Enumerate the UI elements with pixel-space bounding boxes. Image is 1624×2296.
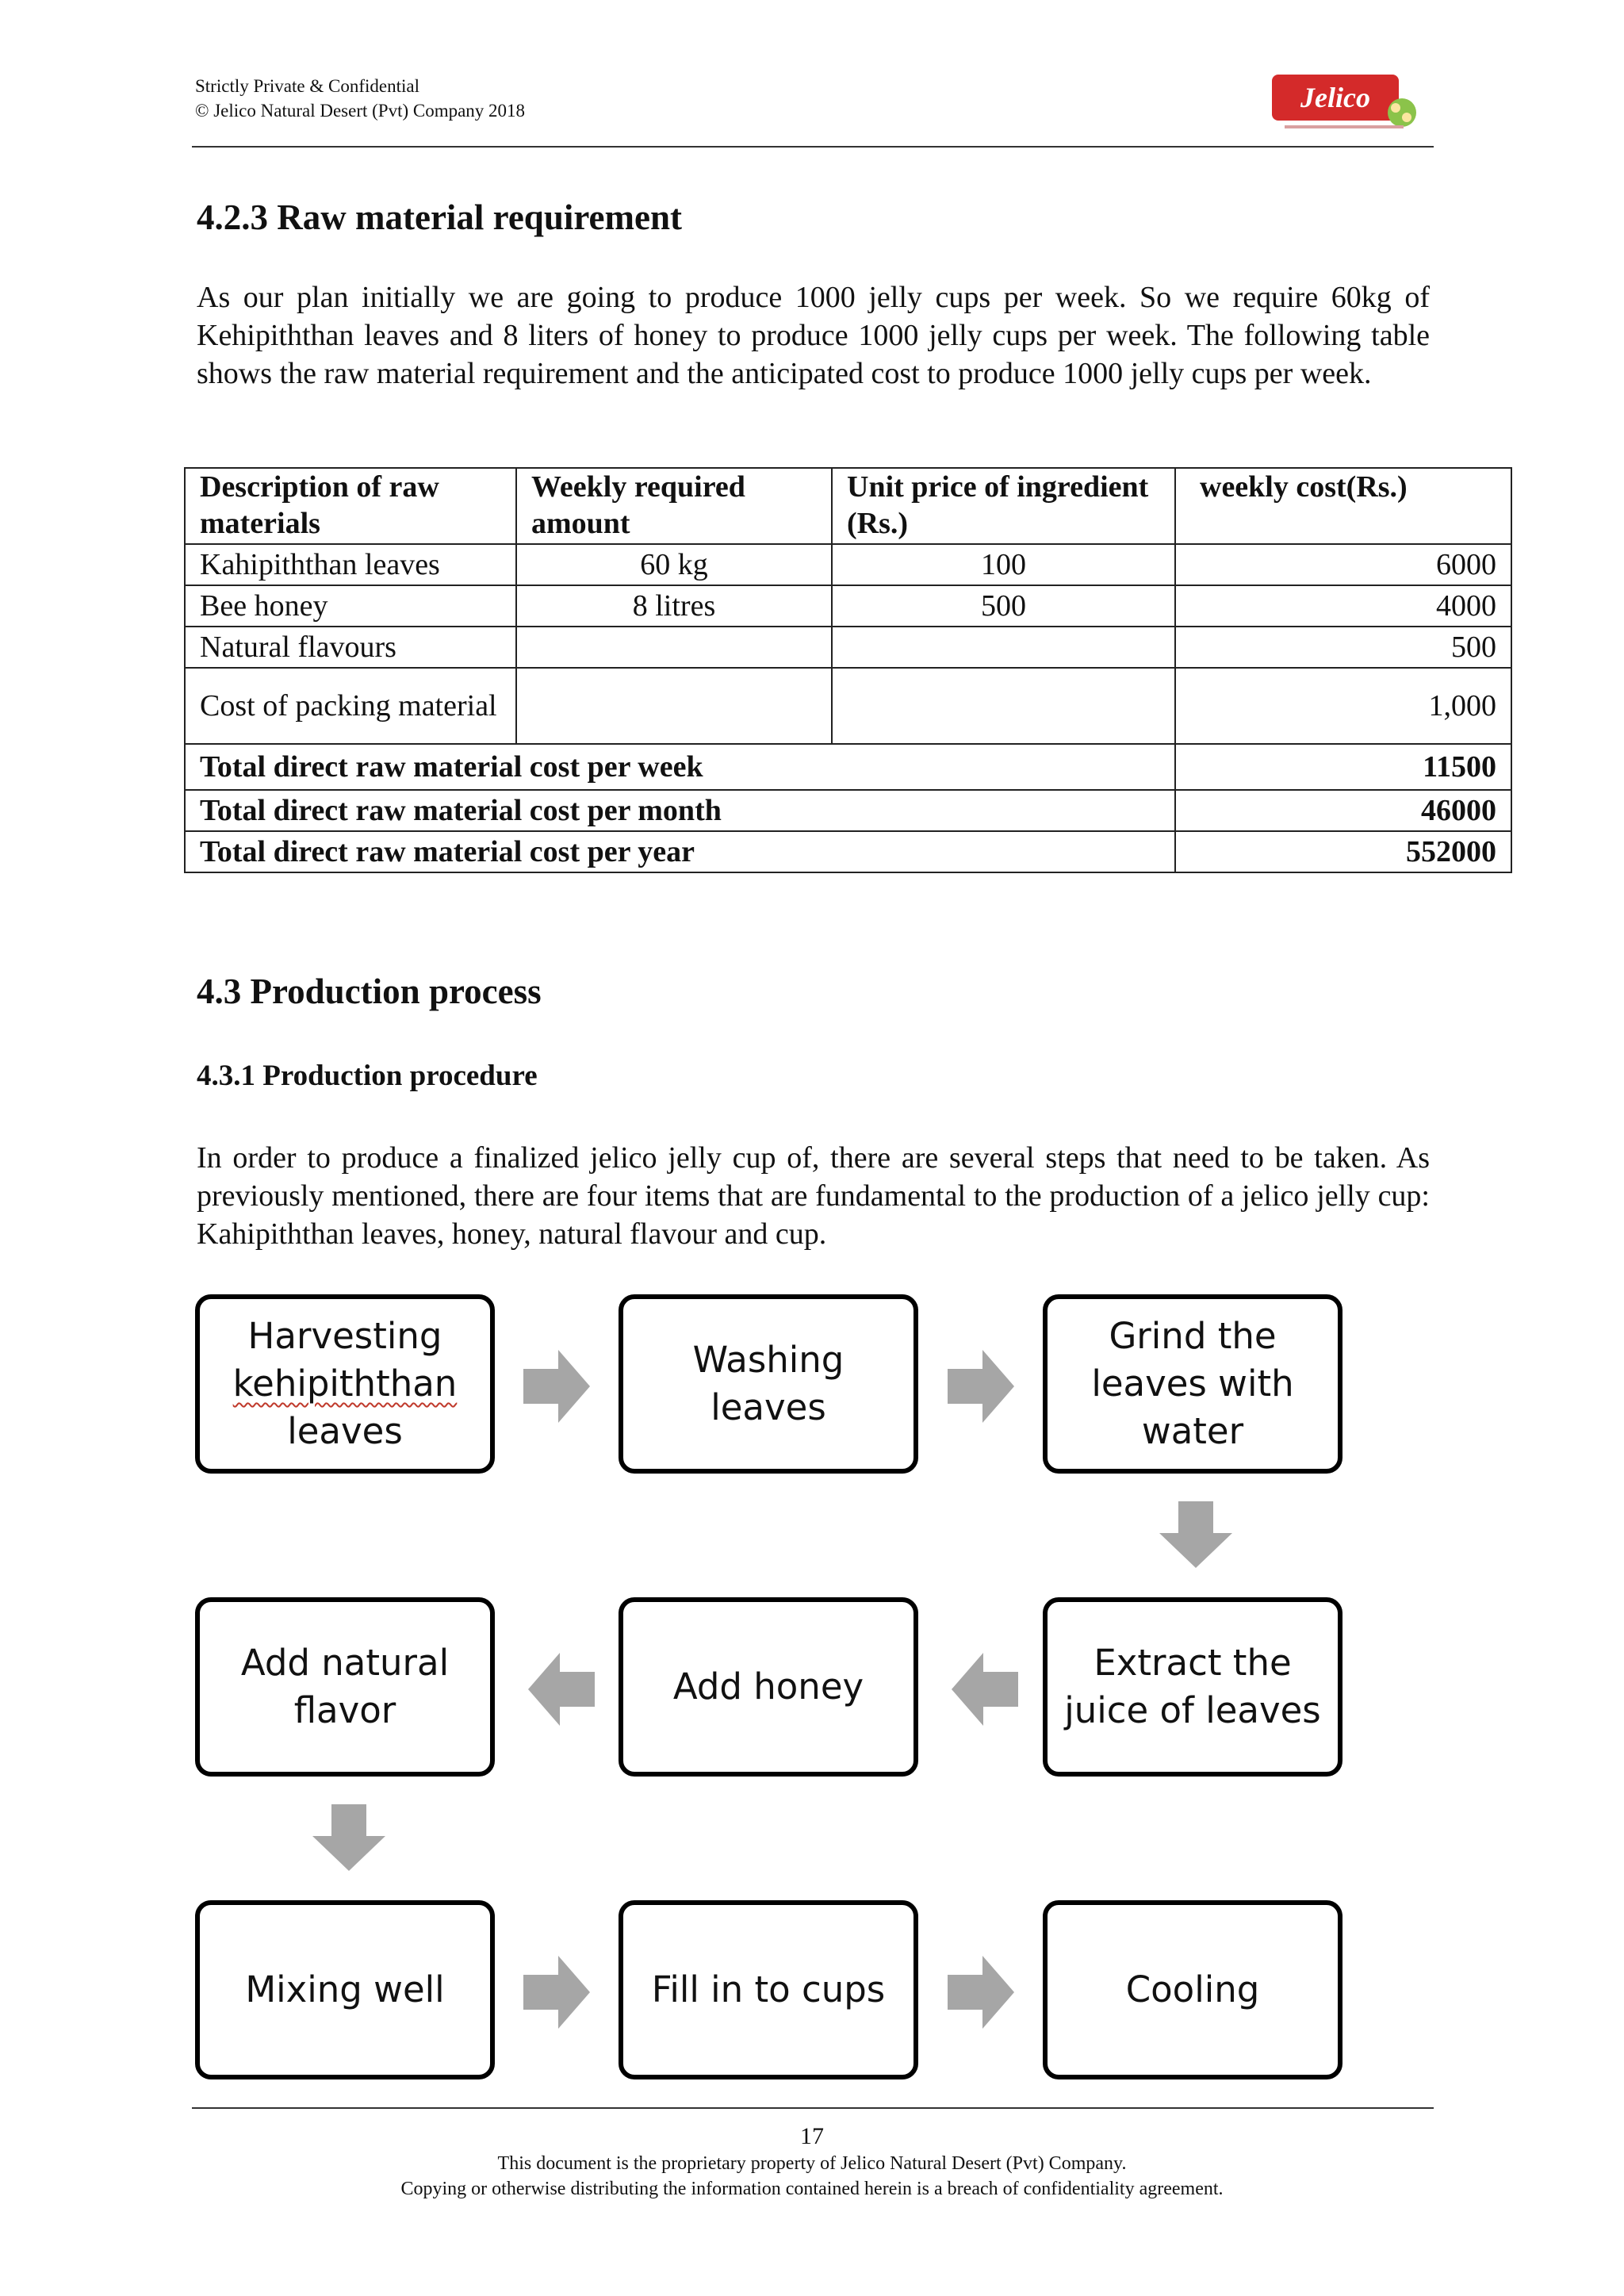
step-harvesting-line1: Harvesting	[247, 1315, 442, 1357]
confidential-label: Strictly Private & Confidential	[195, 76, 419, 96]
header-unit-price: Unit price of ingredient (Rs.)	[832, 468, 1175, 544]
arrow-left-icon	[950, 1651, 1018, 1727]
table-row	[185, 585, 1511, 627]
section-title-raw-material: 4.2.3 Raw material requirement	[197, 197, 682, 237]
cell-description: Kahipiththan leaves	[185, 544, 516, 585]
cell-amount: 8 litres	[516, 585, 832, 627]
step-washing-label: Washing leaves	[692, 1339, 845, 1428]
raw-material-paragraph: As our plan initially we are going to produce 1000 jelly cups per week. So we require 60kg of Kehipiththan leaves and 8 liters of honey to produce 1000 jelly cups per week. The following table shows the raw material requirement and the anticipated cost to produce 1000 jelly cups per week.	[197, 281, 1430, 390]
header-weekly-cost: weekly cost(Rs.)	[1175, 468, 1511, 544]
table-row	[185, 627, 1511, 668]
cell-weekly-cost: 500	[1175, 627, 1511, 668]
logo-text: Jelico	[1300, 82, 1370, 113]
copyright-label: © Jelico Natural Desert (Pvt) Company 2018	[195, 101, 526, 121]
cell-weekly-cost: 6000	[1175, 544, 1511, 585]
subsection-title-production-procedure: 4.3.1 Production procedure	[197, 1060, 538, 1092]
total-value-week: 11500	[1175, 744, 1511, 790]
section-title-production-process: 4.3 Production process	[197, 972, 542, 1011]
step-harvesting-line2: kehipiththan	[232, 1363, 458, 1405]
arrow-down-icon	[311, 1804, 387, 1872]
total-label-month: Total direct raw material cost per month	[185, 790, 1175, 831]
cell-unit-price	[832, 668, 1175, 744]
cell-amount: 60 kg	[516, 544, 832, 585]
step-washing	[619, 1294, 918, 1474]
table-row	[185, 668, 1511, 744]
cell-description: Natural flavours	[185, 627, 516, 668]
footer-proprietary-notice: This document is the proprietary property of Jelico Natural Desert (Pvt) Company.	[497, 2153, 1127, 2174]
cell-description: Cost of packing material	[185, 668, 516, 744]
arrow-down-icon	[1158, 1501, 1234, 1570]
arrow-right-icon	[523, 1954, 592, 2030]
step-add-honey	[619, 1597, 918, 1777]
table-row	[185, 544, 1511, 585]
step-add-flavor-label: Add natural flavor	[240, 1642, 450, 1731]
step-mixing	[195, 1900, 495, 2079]
step-add-flavor	[195, 1597, 495, 1777]
step-harvesting-line3: leaves	[287, 1410, 403, 1452]
total-row-week	[185, 744, 1511, 790]
cell-unit-price: 500	[832, 585, 1175, 627]
total-row-year	[185, 831, 1511, 872]
step-extract-label: Extract the juice of leaves	[1064, 1642, 1321, 1731]
cell-unit-price	[832, 627, 1175, 668]
page-number: 17	[800, 2123, 824, 2149]
raw-material-table	[184, 467, 1512, 873]
arrow-right-icon	[948, 1348, 1016, 1424]
total-value-month: 46000	[1175, 790, 1511, 831]
step-mixing-label: Mixing well	[245, 1968, 445, 2010]
step-cooling	[1043, 1900, 1342, 2079]
arrow-right-icon	[523, 1348, 592, 1424]
total-row-month	[185, 790, 1511, 831]
cell-amount	[516, 627, 832, 668]
cell-unit-price: 100	[832, 544, 1175, 585]
jelico-logo	[1269, 71, 1419, 139]
cell-weekly-cost: 4000	[1175, 585, 1511, 627]
step-grind-label: Grind the leaves with water	[1091, 1315, 1294, 1452]
production-paragraph: In order to produce a finalized jelico jelly cup of, there are several steps that need to be taken. As previously mentioned, there are four items that are fundamental to the production of a jelico jelly cup: Kahipiththan leaves, honey, natural flavour and cup.	[197, 1141, 1430, 1251]
arrow-left-icon	[527, 1651, 595, 1727]
step-extract	[1043, 1597, 1342, 1777]
total-label-week: Total direct raw material cost per week	[185, 744, 1175, 790]
cell-amount	[516, 668, 832, 744]
cell-weekly-cost: 1,000	[1175, 668, 1511, 744]
table-header-row	[185, 468, 1511, 544]
header-weekly-amount: Weekly required amount	[516, 468, 832, 544]
header-description: Description of raw materials	[185, 468, 516, 544]
step-fill-cups	[619, 1900, 918, 2079]
footer-rule	[192, 2107, 1434, 2109]
step-fill-cups-label: Fill in to cups	[651, 1968, 886, 2010]
arrow-right-icon	[948, 1954, 1016, 2030]
step-grind	[1043, 1294, 1342, 1474]
header-rule	[192, 146, 1434, 148]
step-add-honey-label: Add honey	[672, 1665, 864, 1708]
step-harvesting	[195, 1294, 495, 1474]
header-text	[195, 74, 525, 123]
step-cooling-label: Cooling	[1125, 1968, 1260, 2010]
footer-confidentiality-notice: Copying or otherwise distributing the information contained herein is a breach of confidentiality agreement.	[400, 2179, 1224, 2199]
total-label-year: Total direct raw material cost per year	[185, 831, 1175, 872]
total-value-year: 552000	[1175, 831, 1511, 872]
cell-description: Bee honey	[185, 585, 516, 627]
